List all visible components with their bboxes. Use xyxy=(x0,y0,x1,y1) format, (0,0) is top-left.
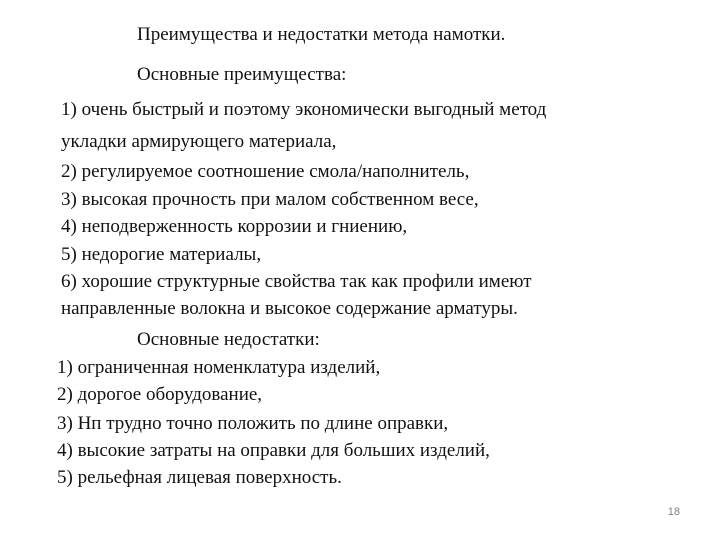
disadvantage-line-4: 4) высокие затраты на оправки для больших изделий, xyxy=(57,440,490,461)
advantage-line-3: 2) регулируемое соотношение смола/наполнитель, xyxy=(61,161,470,182)
advantages-heading: Основные преимущества: xyxy=(137,64,347,85)
advantage-line-8: направленные волокна и высокое содержание арматуры. xyxy=(61,298,518,319)
advantage-line-6: 5) недорогие материалы, xyxy=(61,244,262,265)
disadvantage-line-3: 3) Нп трудно точно положить по длине оправки, xyxy=(57,413,449,434)
disadvantage-line-1: 1) ограниченная номенклатура изделий, xyxy=(57,357,381,378)
advantage-line-5: 4) неподверженность коррозии и гниению, xyxy=(61,216,408,237)
disadvantage-line-2: 2) дорогое оборудование, xyxy=(57,384,263,405)
page-number: 18 xyxy=(667,506,680,518)
advantage-line-2: укладки армирующего материала, xyxy=(61,131,337,152)
page-title: Преимущества и недостатки метода намотки. xyxy=(137,24,506,45)
advantage-line-4: 3) высокая прочность при малом собственном весе, xyxy=(61,189,479,210)
advantage-line-7: 6) хорошие структурные свойства так как профили имеют xyxy=(61,271,532,292)
disadvantage-line-5: 5) рельефная лицевая поверхность. xyxy=(57,467,342,488)
advantage-line-1: 1) очень быстрый и поэтому экономически выгодный метод xyxy=(61,99,547,120)
disadvantages-heading: Основные недостатки: xyxy=(137,329,320,350)
